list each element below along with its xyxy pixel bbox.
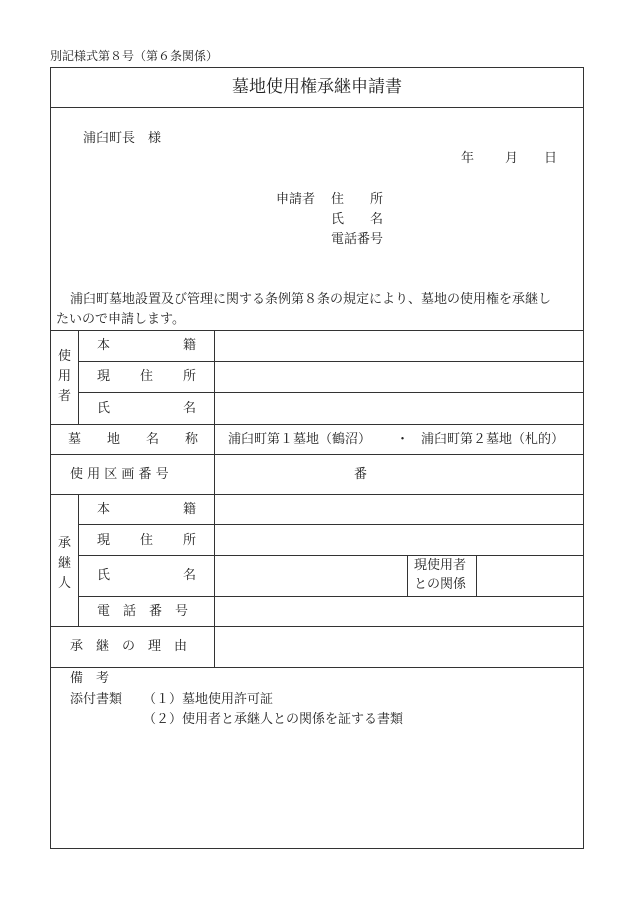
successor-section-char-2: 継 bbox=[58, 556, 72, 571]
reason-label: 承 継 の 理 由 bbox=[70, 639, 188, 654]
successor-name-label-a: 氏 bbox=[97, 568, 111, 583]
user-honseki-label-a: 本 bbox=[97, 338, 111, 353]
relation-label-line-2: との関係 bbox=[414, 577, 467, 592]
notes-label: 備 考 bbox=[70, 671, 110, 686]
attachment-item-1: （１）墓地使用許可証 bbox=[143, 692, 274, 707]
date-day: 日 bbox=[544, 151, 558, 166]
grave-name-label: 墓 地 名 称 bbox=[68, 432, 199, 447]
plot-number-label: 使 用 区 画 番 号 bbox=[70, 467, 169, 482]
attachments-label: 添付書類 bbox=[70, 692, 123, 707]
form-title: 墓地使用権承継申請書 bbox=[232, 77, 402, 97]
successor-honseki-label-b: 籍 bbox=[183, 502, 197, 517]
statement-line-1: 浦臼町墓地設置及び管理に関する条例第８条の規定により、墓地の使用権を承継し bbox=[70, 292, 552, 307]
applicant-label: 申請者 bbox=[276, 192, 316, 207]
applicant-name-label: 氏 名 bbox=[331, 212, 384, 227]
successor-section-char-1: 承 bbox=[58, 536, 72, 551]
user-section-char-3: 者 bbox=[58, 389, 72, 404]
successor-address-label-b: 住 bbox=[140, 533, 154, 548]
applicant-address-label: 住 所 bbox=[331, 192, 384, 207]
user-honseki-label-b: 籍 bbox=[183, 338, 197, 353]
table-bottom-border bbox=[50, 667, 584, 668]
successor-section-char-3: 人 bbox=[58, 576, 72, 591]
user-address-label-a: 現 bbox=[97, 369, 111, 384]
successor-address-label-a: 現 bbox=[97, 533, 111, 548]
form-frame bbox=[50, 67, 584, 849]
successor-phone-label: 電 話 番 号 bbox=[97, 604, 189, 619]
user-address-label-c: 所 bbox=[183, 369, 197, 384]
applicant-phone-label: 電話番号 bbox=[331, 232, 384, 247]
plot-number-unit: 番 bbox=[354, 467, 368, 482]
date-year: 年 bbox=[461, 151, 475, 166]
date-month: 月 bbox=[505, 151, 519, 166]
user-name-label-b: 名 bbox=[183, 401, 197, 416]
relation-label-line-1: 現使用者 bbox=[414, 558, 467, 573]
form-reference: 別記様式第８号（第６条関係） bbox=[50, 49, 219, 63]
title-divider bbox=[50, 107, 584, 108]
grave-option-separator: ・ bbox=[396, 432, 410, 447]
user-section-char-1: 使 bbox=[58, 349, 72, 364]
successor-honseki-label-a: 本 bbox=[97, 502, 111, 517]
successor-address-label-c: 所 bbox=[183, 533, 197, 548]
successor-name-label-b: 名 bbox=[183, 568, 197, 583]
table-top-border bbox=[50, 330, 584, 331]
grave-option-1: 浦臼町第１墓地（鶴沼） bbox=[228, 432, 372, 447]
user-section-char-2: 用 bbox=[58, 369, 72, 384]
statement-line-2: たいので申請します。 bbox=[56, 312, 185, 327]
grave-option-2: 浦臼町第２墓地（札的） bbox=[421, 432, 565, 447]
attachment-item-2: （２）使用者と承継人との関係を証する書類 bbox=[143, 712, 404, 727]
user-name-label-a: 氏 bbox=[97, 401, 111, 416]
addressee: 浦臼町長 様 bbox=[83, 131, 162, 146]
user-address-label-b: 住 bbox=[140, 369, 154, 384]
